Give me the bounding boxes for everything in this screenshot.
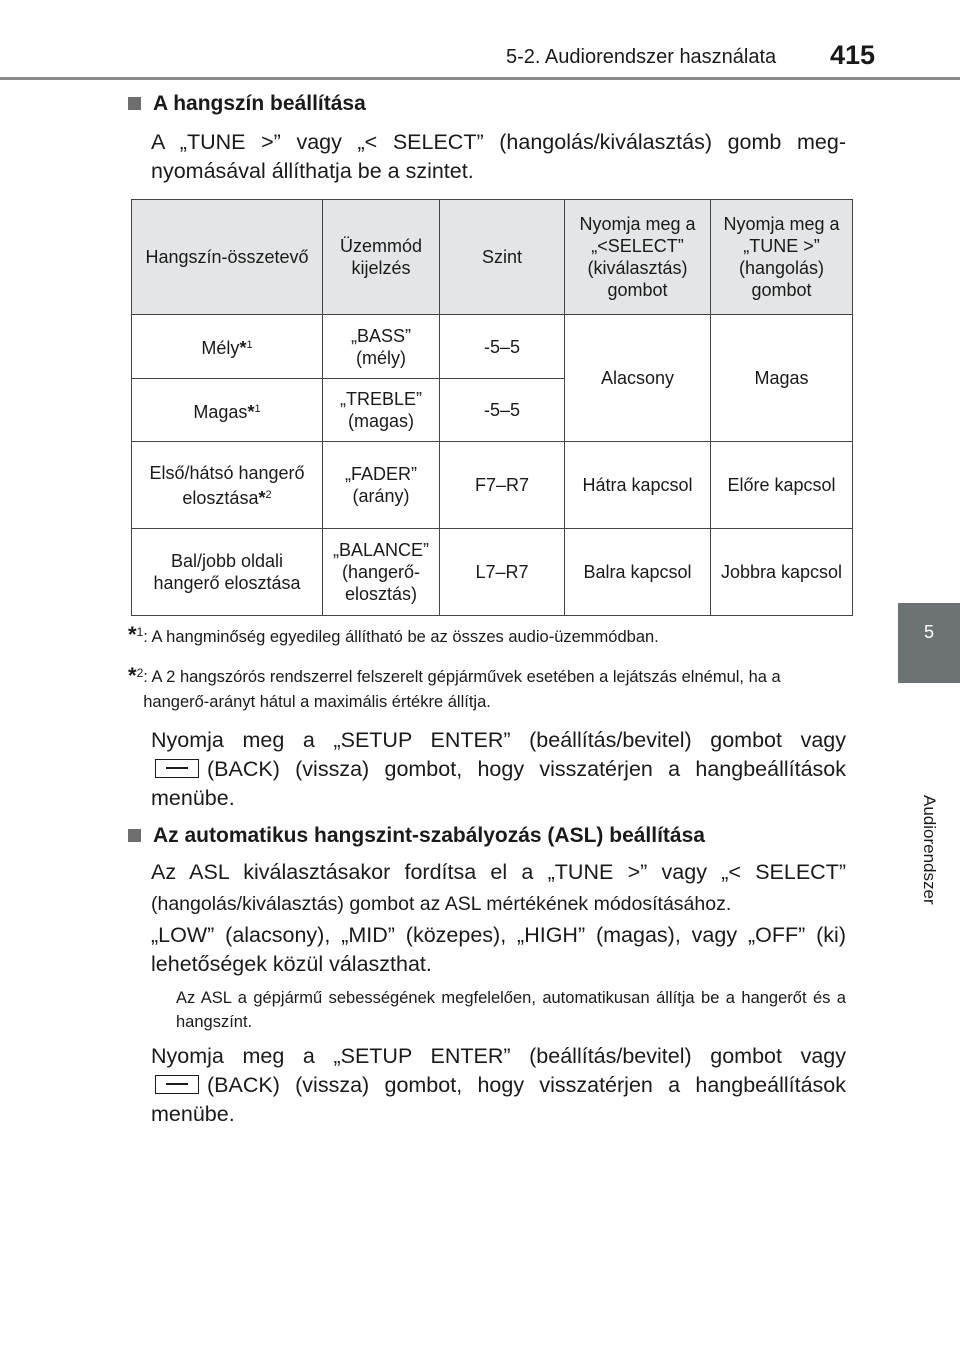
return-line-with-button: [155, 1071, 846, 1100]
cell-level: -5–5: [440, 315, 565, 379]
cell-component: Bal/jobb oldali hangerő elosztása: [132, 529, 323, 616]
chapter-label: Audiorendszer: [920, 795, 939, 905]
cell-select: Balra kapcsol: [565, 529, 711, 616]
chapter-number: 5: [923, 622, 934, 642]
table-header-row: [132, 200, 853, 315]
chapter-tab: [898, 603, 960, 683]
section-heading-tone: [128, 92, 366, 116]
header-divider: [0, 77, 960, 80]
table-row: [132, 529, 853, 616]
asl-note: Az ASL a gépjármű sebességének megfelelően, automatikusan állítja be a hangerőt és a hangszínt.: [176, 989, 846, 1031]
footnote-ref: 1: [254, 402, 261, 415]
footnote-star: *: [258, 487, 266, 508]
page-number: 415: [830, 40, 876, 70]
asl-options-paragraph: „LOW” (alacsony), „MID” (közepes), „HIGH” (magas), vagy „OFF” (ki) lehetőségek közül választhat.: [151, 923, 846, 976]
col-header-tune: Nyomja meg a „TUNE >” (hangolás) gombot: [711, 200, 853, 315]
running-header-section: 5-2. Audiorendszer használata: [506, 46, 777, 68]
return-line: menübe.: [151, 1102, 235, 1126]
return-line: Nyomja meg a „SETUP ENTER” (beállítás/bevitel) gombot vagy: [151, 728, 846, 752]
footnote-star: *: [247, 401, 255, 422]
col-header-select: Nyomja meg a „<SELECT” (kiválasztás) gombot: [565, 200, 711, 315]
return-line-with-button: [155, 755, 846, 784]
return-paragraph-1: [151, 726, 846, 813]
back-button-icon: [155, 1075, 199, 1094]
footnote-ref: 2: [265, 488, 272, 501]
cell-select: Hátra kapcsol: [565, 442, 711, 529]
return-paragraph-2: [151, 1042, 846, 1129]
section-heading-asl: [128, 824, 705, 848]
component-text: Első/hátsó hangerő elosztása: [149, 462, 305, 508]
cell-level: F7–R7: [440, 442, 565, 529]
footnote-star: *: [128, 663, 137, 688]
footnote-number: 1: [136, 625, 144, 639]
footnote-2: [128, 661, 848, 715]
return-line: Nyomja meg a „SETUP ENTER” (beállítás/bevitel) gombot vagy: [151, 1044, 846, 1068]
component-text: Mély: [201, 338, 240, 358]
asl-paragraph-line2: (hangolás/kiválasztás) gombot az ASL mértékének módosításához.: [151, 893, 732, 915]
footnote-text: : A 2 hangszórós rendszerrel felszerelt gépjárművek esetében a lejátszás elnémul, ha a hangerő-arányt hátul a maximális értékre állítja.: [143, 668, 781, 711]
col-header-level: Szint: [440, 200, 565, 315]
return-line: menübe.: [151, 786, 235, 810]
component-text: Magas: [193, 401, 248, 422]
footnote-star: *: [239, 338, 247, 358]
return-line-text: (BACK) (vissza) gombot, hogy visszatérjen a hangbeállítások: [207, 757, 846, 781]
cell-tune: Előre kapcsol: [711, 442, 853, 529]
cell-component: [132, 442, 323, 529]
square-bullet-icon: [128, 97, 141, 110]
footnote-1: [128, 620, 848, 650]
cell-display: „FADER” (arány): [323, 442, 440, 529]
cell-level: -5–5: [440, 379, 565, 442]
table-row: [132, 442, 853, 529]
tone-settings-table: [131, 199, 853, 616]
heading-text: Az automatikus hangszint-szabályozás (ASL) beállítása: [153, 824, 705, 847]
cell-display: „BASS” (mély): [323, 315, 440, 379]
cell-tune: Jobbra kapcsol: [711, 529, 853, 616]
footnote-text: : A hangminőség egyedileg állítható be az összes audio-üzemmódban.: [143, 628, 659, 646]
footnote-star: *: [128, 622, 137, 647]
return-line-text: (BACK) (vissza) gombot, hogy visszatérjen a hangbeállítások: [207, 1073, 846, 1097]
heading-text: A hangszín beállítása: [153, 92, 366, 115]
cell-display: „TREBLE” (magas): [323, 379, 440, 442]
col-header-component: Hangszín-összetevő: [132, 200, 323, 315]
cell-component: [132, 379, 323, 442]
cell-select-merged: Alacsony: [565, 315, 711, 442]
cell-tune-merged: Magas: [711, 315, 853, 442]
footnote-ref: 1: [246, 339, 253, 351]
square-bullet-icon: [128, 829, 141, 842]
cell-display: „BALANCE” (hangerő-elosztás): [323, 529, 440, 616]
col-header-display: Üzemmód kijelzés: [323, 200, 440, 315]
table-row: [132, 315, 853, 379]
cell-component: [132, 315, 323, 379]
cell-level: L7–R7: [440, 529, 565, 616]
asl-paragraph-line1: Az ASL kiválasztásakor fordítsa el a „TUNE >” vagy „< SELECT”: [151, 860, 846, 884]
footnote-number: 2: [136, 666, 144, 680]
back-button-icon: [155, 759, 199, 778]
intro-paragraph: A „TUNE >” vagy „< SELECT” (hangolás/kiválasztás) gomb meg-nyomásával állíthatja be a szintet.: [151, 130, 846, 183]
